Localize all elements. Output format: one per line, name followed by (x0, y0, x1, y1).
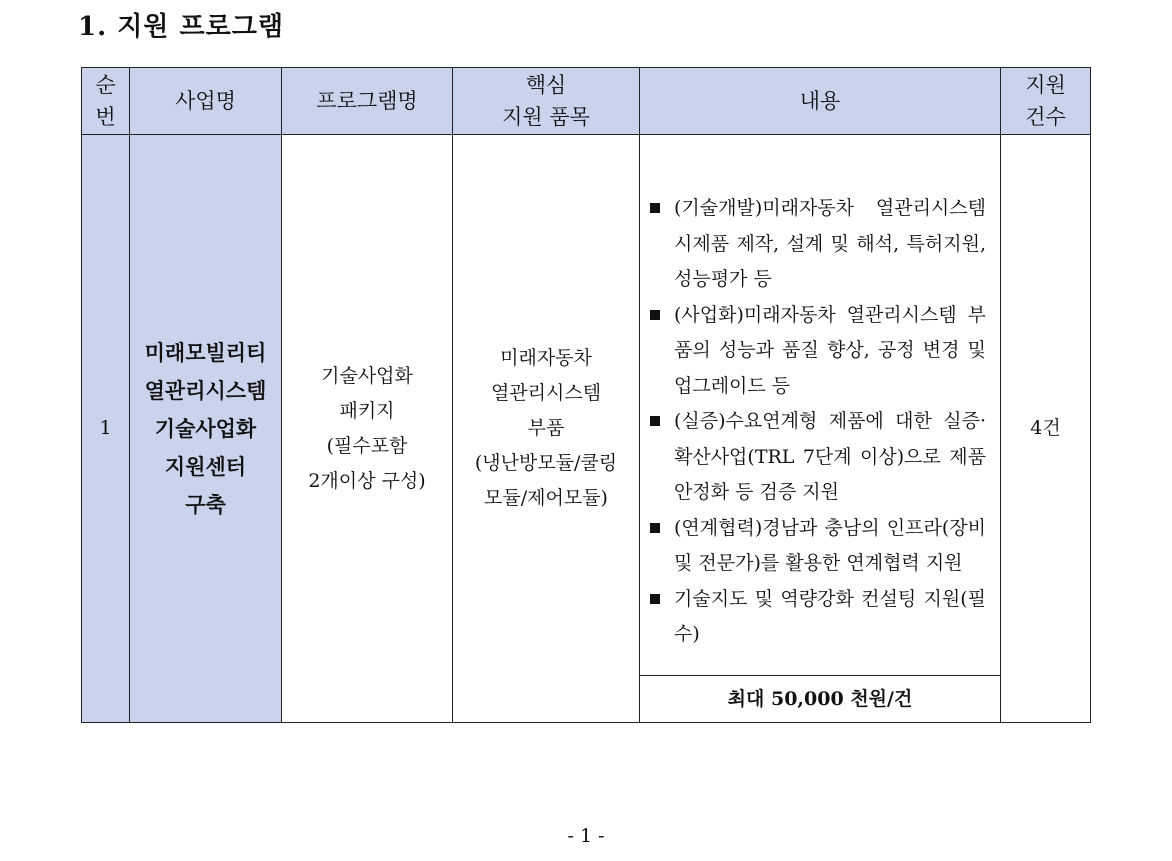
support-program-table (81, 67, 1091, 723)
project-line: 지원센터 (164, 453, 247, 479)
header-row (82, 68, 1091, 135)
table-row (82, 135, 1091, 723)
header-count (1001, 68, 1091, 135)
program-line: (필수포함 (326, 434, 408, 457)
items-line: 미래자동차 (500, 347, 592, 369)
project-line: 구축 (185, 491, 226, 517)
header-items (453, 68, 640, 135)
cell-count: 4건 (1001, 135, 1091, 723)
square-bullet-icon (650, 523, 660, 533)
content-item-text: 기술지도 및 역량강화 컨설팅 지원(필수) (674, 587, 986, 645)
header-seq-line: 순 (95, 73, 116, 97)
header-count-line: 건수 (1025, 105, 1066, 129)
header-items-line: 지원 품목 (502, 105, 590, 129)
square-bullet-icon (650, 416, 660, 426)
program-line: 기술사업화 (321, 364, 413, 387)
content-item-text: (기술개발)미래자동차 열관리시스템 시제품 제작, 설계 및 해석, 특허지원, 성능평가 등 (674, 197, 986, 290)
items-line: (냉난방모듈/쿨링 (474, 452, 618, 474)
content-item-text: (실증)수요연계형 제품에 대한 실증·확산사업(TRL 7단계 이상)으로 제품 안정화 등 검증 지원 (674, 410, 986, 503)
content-item (650, 298, 986, 405)
content-item-text: (사업화)미래자동차 열관리시스템 부품의 성능과 품질 향상, 공정 변경 및 업그레이드 등 (674, 303, 986, 397)
section-heading: 1. 지원 프로그램 (78, 12, 284, 42)
project-line: 미래모빌리티 (144, 339, 267, 365)
header-count-line: 지원 (1025, 73, 1066, 97)
header-seq-line: 번 (95, 105, 116, 129)
program-line: 패키지 (339, 399, 395, 422)
content-item (650, 404, 986, 511)
items-line: 모듈/제어모듈) (484, 487, 608, 509)
square-bullet-icon (650, 594, 660, 604)
header-program: 프로그램명 (282, 68, 453, 135)
cell-items (453, 135, 640, 723)
header-items-line: 핵심 (525, 73, 567, 97)
square-bullet-icon (650, 310, 660, 320)
cell-content (640, 135, 1001, 723)
content-list (640, 135, 1000, 675)
budget-cell: 최대 50,000 천원/건 (640, 675, 1000, 722)
cell-program (282, 135, 453, 723)
page-number: - 1 - (567, 825, 605, 847)
program-line: 2개이상 구성) (308, 469, 426, 492)
header-seq (82, 68, 130, 135)
content-item (650, 511, 986, 582)
items-line: 부품 (527, 417, 565, 439)
cell-project (130, 135, 282, 723)
items-line: 열관리시스템 (490, 382, 602, 404)
header-project: 사업명 (130, 68, 282, 135)
project-line: 기술사업화 (154, 415, 257, 441)
content-item (650, 191, 986, 298)
header-content: 내용 (640, 68, 1001, 135)
square-bullet-icon (650, 203, 660, 213)
project-line: 열관리시스템 (144, 377, 267, 403)
content-item (650, 582, 986, 653)
cell-seq: 1 (82, 135, 130, 723)
content-item-text: (연계협력)경남과 충남의 인프라(장비 및 전문가)를 활용한 연계협력 지원 (674, 516, 986, 574)
